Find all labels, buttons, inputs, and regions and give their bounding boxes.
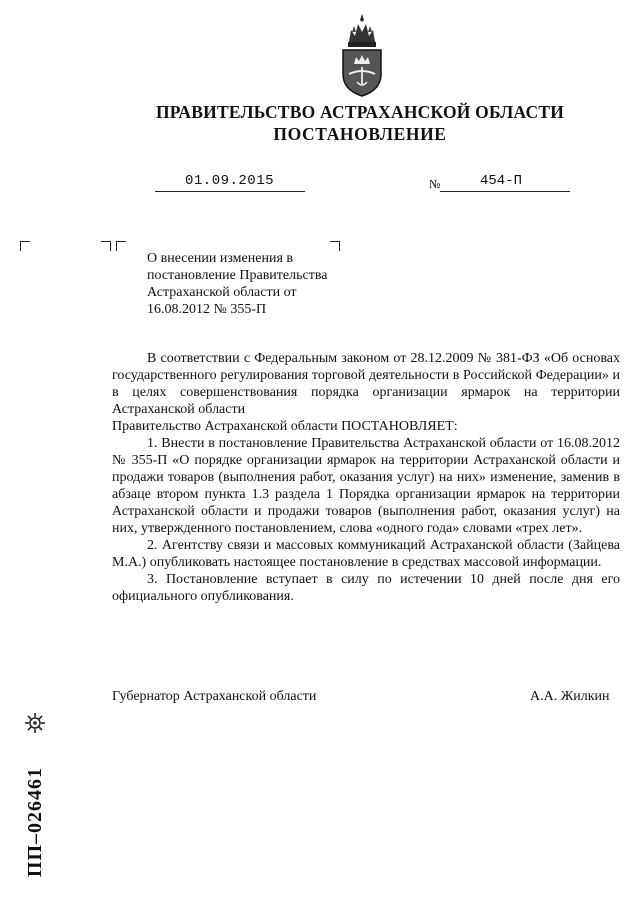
- signatory-position: Губернатор Астраханской области: [112, 689, 317, 704]
- government-title: ПРАВИТЕЛЬСТВО АСТРАХАНСКОЙ ОБЛАСТИ: [155, 102, 565, 122]
- astrakhan-crest-icon: [335, 12, 389, 98]
- document-number: 454-П: [480, 173, 523, 189]
- resolution-line: Правительство Астраханской области ПОСТАНОВЛЯЕТ:: [112, 419, 458, 434]
- resolution-item: 3. Постановление вступает в силу по истечении 10 дней после дня его официального опубликования.: [112, 572, 620, 604]
- document-body: [112, 350, 620, 605]
- resolution-item: 2. Агентству связи и массовых коммуникаций Астраханской области (Зайцева М.А.) опубликовать настоящее постановление в средствах массовой информации.: [112, 538, 620, 570]
- corner-mark-subject-left: [116, 241, 126, 251]
- number-field: [440, 173, 570, 192]
- resolution-item: 1. Внести в постановление Правительства Астраханской области от 16.08.2012 № 355-П «О порядке организации ярмарок на территории Астраханской области и продажи товаров (выполнения работ, оказания услуг) на них» изменение, заменив в абзаце втором пункта 1.3 раздела 1 Порядка организации ярмарок на территории Астраханской области и продажи товаров (выполнения работ, оказания услуг) на них, утвержденного постановлением, слова «одного года» словами «трех лет».: [112, 436, 620, 536]
- corner-mark-mid-left: [101, 241, 111, 251]
- date-field: [155, 173, 305, 192]
- number-sign: №: [429, 177, 441, 191]
- subject-line: 16.08.2012 № 355-П: [147, 302, 267, 317]
- subject-line: Астраханской области от: [147, 285, 297, 300]
- star-seal-icon: [24, 712, 46, 734]
- subject-line: О внесении изменения в: [147, 251, 293, 266]
- document-date: 01.09.2015: [185, 173, 275, 189]
- serial-stamp: [20, 712, 50, 892]
- serial-number: ПП–026461: [24, 766, 46, 878]
- signatory-name: А.А. Жилкин: [530, 689, 610, 704]
- preamble-paragraph: В соответствии с Федеральным законом от 28.12.2009 № 381-ФЗ «Об основах государственного регулирования торговой деятельности в Российской Федерации» и в целях совершенствования порядка организации ярмарок на территории Астраханской области: [112, 351, 620, 417]
- subject-line: постановление Правительства: [147, 268, 328, 283]
- document-type: ПОСТАНОВЛЕНИЕ: [273, 124, 447, 144]
- document-subject: [147, 250, 377, 318]
- corner-mark-left: [20, 241, 30, 251]
